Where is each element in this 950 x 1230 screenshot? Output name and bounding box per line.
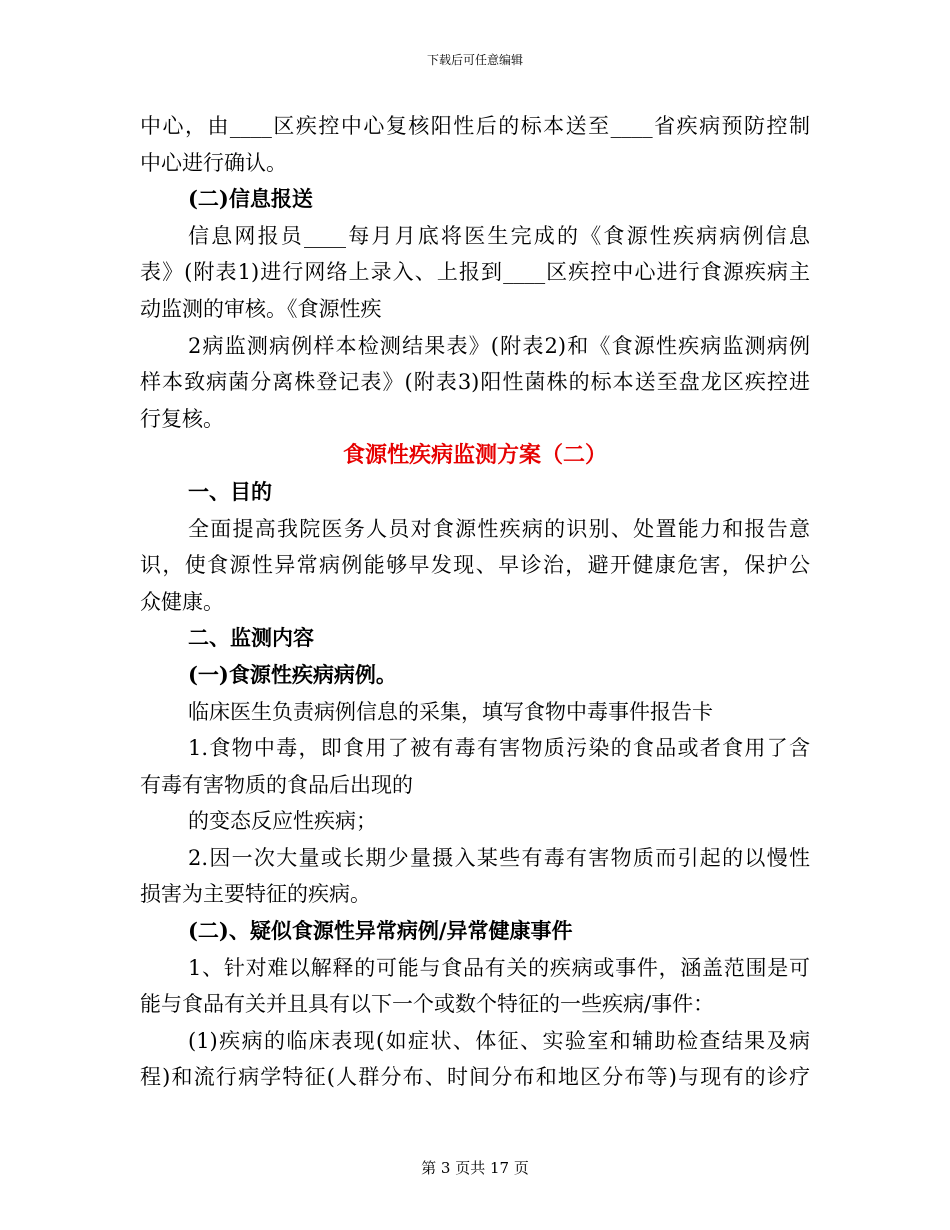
paragraph-line: 能与食品有关并且具有以下一个或数个特征的一些疾病/事件： [140, 992, 715, 1017]
section-heading: (二)、疑似食源性异常病例/异常健康事件 [188, 918, 573, 944]
paragraph-line: 表》(附表1)进行网络上录入、上报到____区疾控中心进行食源疾病主 [140, 260, 810, 285]
page-header: 下载后可任意编辑 [426, 53, 523, 67]
paragraph-line: 1、针对难以解释的可能与食品有关的疾病或事件，涵盖范围是可 [188, 955, 810, 980]
paragraph-line: 1.食物中毒，即食用了被有毒有害物质污染的食品或者食用了含 [188, 736, 810, 761]
paragraph-line: 程)和流行病学特征(人群分布、时间分布和地区分布等)与现有的诊疗 [140, 1065, 810, 1090]
paragraph-line: 临床医生负责病例信息的采集，填写食物中毒事件报告卡 [188, 699, 713, 724]
paragraph-line: 中心，由____区疾控中心复核阳性后的标本送至____省疾病预防控制 [140, 114, 810, 138]
paragraph-line: 2病监测病例样本检测结果表》(附表2)和《食源性疾病监测病例 [188, 333, 810, 358]
document-title: 食源性疾病监测方案（二） [342, 442, 607, 469]
paragraph-line: 信息网报员____每月月底将医生完成的《食源性疾病病例信息 [188, 223, 810, 248]
paragraph-line: 行复核。 [140, 406, 224, 431]
section-heading: (一)食源性疾病病例。 [188, 661, 397, 687]
paragraph-line: 有毒有害物质的食品后出现的 [140, 772, 413, 797]
section-heading: 一、目的 [188, 478, 272, 504]
paragraph-line: 动监测的审核。《食源性疾 [140, 296, 382, 321]
section-heading: 二、监测内容 [188, 625, 314, 651]
paragraph-line: 2.因一次大量或长期少量摄入某些有毒有害物质而引起的以慢性 [188, 845, 810, 870]
paragraph-line: 全面提高我院医务人员对食源性疾病的识别、处置能力和报告意 [188, 516, 810, 541]
paragraph-line: 众健康。 [140, 589, 224, 614]
paragraph-line: 中心进行确认。 [140, 150, 287, 175]
document-body [140, 108, 810, 1096]
section-heading: (二)信息报送 [188, 186, 313, 212]
paragraph-line: 识，使食源性异常病例能够早发现、早诊治，避开健康危害，保护公 [140, 553, 810, 578]
page-footer: 第 3 页共 17 页 [421, 1159, 529, 1177]
paragraph-line: (1)疾病的临床表现(如症状、体征、实验室和辅助检查结果及病 [188, 1028, 810, 1053]
paragraph-line: 样本致病菌分离株登记表》(附表3)阳性菌株的标本送至盘龙区疾控进 [140, 370, 810, 395]
paragraph-line: 损害为主要特征的疾病。 [140, 882, 371, 907]
paragraph-line: 的变态反应性疾病； [188, 809, 377, 834]
